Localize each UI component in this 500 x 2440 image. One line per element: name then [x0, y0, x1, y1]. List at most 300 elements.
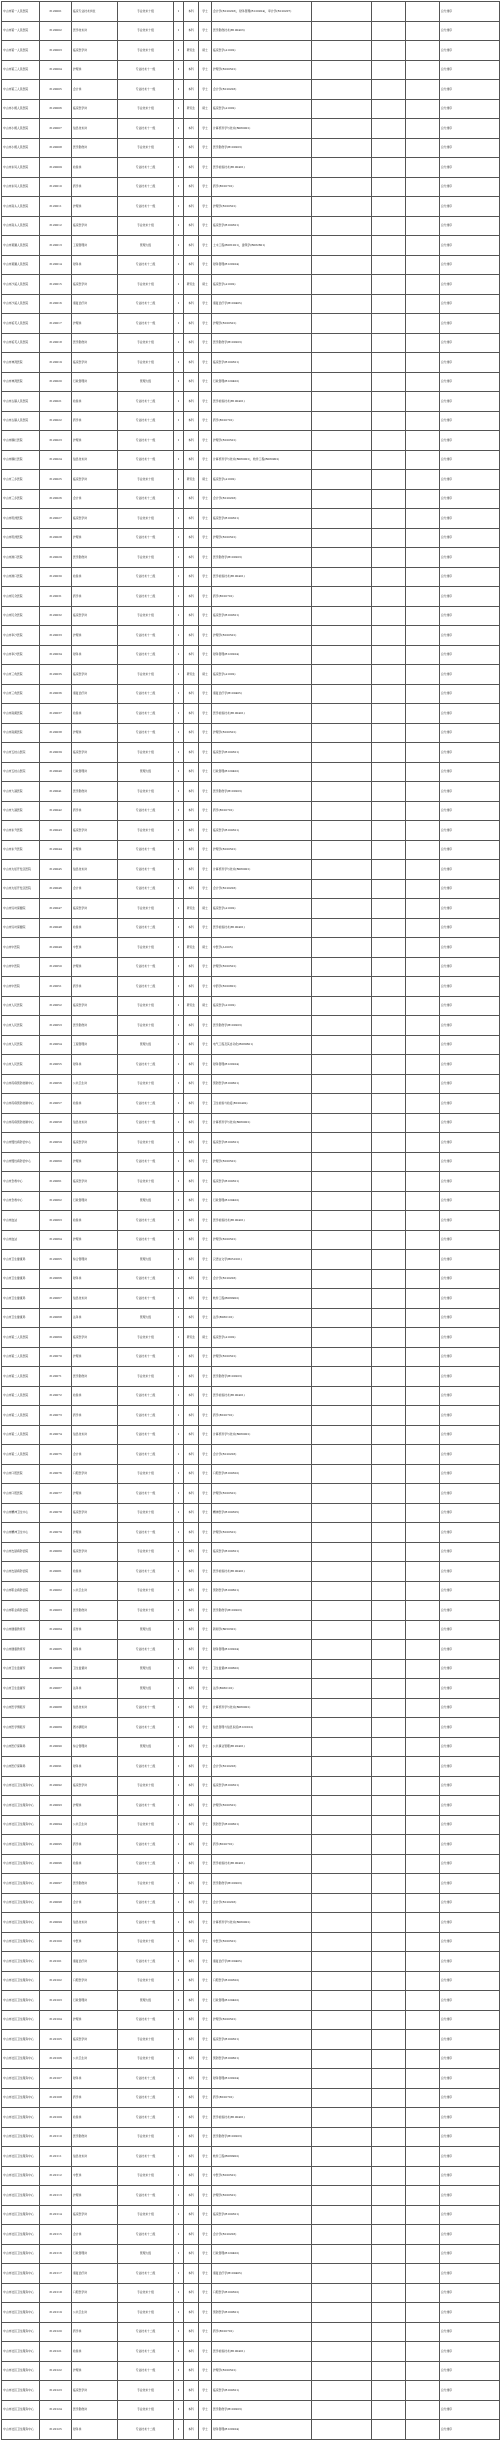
cell-post-code: 3120118	[40, 2283, 72, 2303]
cell-education: 本科	[184, 2225, 199, 2245]
cell-post-level: 专业技术十一级	[118, 626, 174, 646]
table-row	[2, 587, 500, 607]
cell-exam-type	[372, 216, 406, 236]
cell-post-count: 1	[174, 1542, 184, 1562]
cell-major: 预防医学(B100601)	[212, 2049, 312, 2069]
cell-post-count: 1	[174, 1893, 184, 1913]
cell-major: 会计学(B120203)	[212, 2225, 312, 2245]
cell-post-name: 临床专业技术岗位	[72, 2, 118, 22]
cell-post-count: 1	[174, 489, 184, 509]
cell-exam-type	[372, 60, 406, 80]
cell-other-requirement	[312, 1562, 372, 1582]
cell-major: 医学影像学(B100203)	[212, 548, 312, 568]
cell-other-requirement	[312, 1679, 372, 1699]
cell-post-count: 1	[174, 1679, 184, 1699]
cell-education: 本科	[184, 2400, 199, 2420]
cell-post-level: 专业技术十一级	[118, 2147, 174, 2167]
cell-education: 本科	[184, 704, 199, 724]
cell-major: 医学影像学(B100203)	[212, 1874, 312, 1894]
cell-post-count: 1	[174, 1172, 184, 1192]
cell-selection-method: 总分排序	[440, 1211, 500, 1231]
cell-post-code: 3120041	[40, 782, 72, 802]
cell-ratio	[406, 1932, 440, 1952]
cell-post-name: 药学岗	[72, 1835, 118, 1855]
table-row	[2, 411, 500, 431]
cell-post-name: 检验岗	[72, 1854, 118, 1874]
cell-post-count: 1	[174, 704, 184, 724]
cell-post-level: 专业技术十级	[118, 996, 174, 1016]
cell-selection-method: 总分排序	[440, 1854, 500, 1874]
cell-post-code: 3120005	[40, 80, 72, 100]
cell-education: 本科	[184, 1562, 199, 1582]
cell-ratio	[406, 2108, 440, 2128]
cell-post-count: 1	[174, 236, 184, 256]
cell-exam-type	[372, 1055, 406, 1075]
cell-major: 财务管理(B120204)	[212, 255, 312, 275]
cell-major: 财务管理(B120204)	[212, 2069, 312, 2089]
cell-ratio	[406, 1523, 440, 1543]
cell-selection-method: 总分排序	[440, 743, 500, 763]
table-row	[2, 1581, 500, 1601]
cell-degree: 学士	[199, 1230, 212, 1250]
table-row	[2, 1523, 500, 1543]
cell-exam-type	[372, 1269, 406, 1289]
cell-post-count: 1	[174, 918, 184, 938]
cell-post-count: 1	[174, 1640, 184, 1660]
cell-degree: 学士	[199, 1055, 212, 1075]
cell-ratio	[406, 489, 440, 509]
cell-unit-name: 中山市三角医院	[2, 684, 40, 704]
cell-ratio	[406, 1737, 440, 1757]
cell-unit-name: 中山市小榄人民医院	[2, 138, 40, 158]
cell-post-count: 1	[174, 2264, 184, 2284]
cell-unit-name: 中山市南头人民医院	[2, 216, 40, 236]
cell-major: 临床医学(B100301)	[212, 2205, 312, 2225]
table-row	[2, 938, 500, 958]
cell-post-name: 财务岗	[72, 2069, 118, 2089]
table-row	[2, 2420, 500, 2440]
cell-other-requirement	[312, 1094, 372, 1114]
cell-degree: 学士	[199, 1698, 212, 1718]
cell-education: 本科	[184, 1718, 199, 1738]
cell-other-requirement	[312, 801, 372, 821]
cell-post-count: 1	[174, 1757, 184, 1777]
cell-education: 本科	[184, 762, 199, 782]
cell-post-name: 检验岗	[72, 918, 118, 938]
cell-degree: 学士	[199, 821, 212, 841]
cell-education: 本科	[184, 372, 199, 392]
cell-post-level: 专业技术十级	[118, 1815, 174, 1835]
cell-other-requirement	[312, 1347, 372, 1367]
cell-exam-type	[372, 275, 406, 295]
cell-degree: 学士	[199, 489, 212, 509]
cell-post-count: 1	[174, 1796, 184, 1816]
cell-major: 财务管理(B120204)	[212, 1055, 312, 1075]
cell-post-name: 临床医学岗	[72, 606, 118, 626]
cell-post-code: 3120067	[40, 1289, 72, 1309]
cell-selection-method: 总分排序	[440, 1133, 500, 1153]
cell-degree: 学士	[199, 684, 212, 704]
cell-ratio	[406, 1035, 440, 1055]
cell-major: 临床医学(A1002)	[212, 99, 312, 119]
cell-post-code: 3120078	[40, 1503, 72, 1523]
cell-education: 研究生	[184, 1328, 199, 1348]
cell-unit-name: 中山市社区卫生服务中心	[2, 2322, 40, 2342]
cell-degree: 学士	[199, 1952, 212, 1972]
cell-degree: 学士	[199, 177, 212, 197]
cell-ratio	[406, 1191, 440, 1211]
cell-major: 康复治疗学(B100405)	[212, 2264, 312, 2284]
cell-post-code: 3120110	[40, 2127, 72, 2147]
cell-degree: 学士	[199, 2381, 212, 2401]
cell-ratio	[406, 821, 440, 841]
cell-post-level: 专业技术十二级	[118, 294, 174, 314]
cell-selection-method: 总分排序	[440, 2342, 500, 2362]
cell-selection-method: 总分排序	[440, 1893, 500, 1913]
cell-post-level: 专业技术十级	[118, 1542, 174, 1562]
cell-education: 本科	[184, 821, 199, 841]
cell-other-requirement	[312, 1406, 372, 1426]
cell-post-name: 工程管理岗	[72, 236, 118, 256]
cell-ratio	[406, 372, 440, 392]
cell-post-name: 临床医学岗	[72, 899, 118, 919]
cell-other-requirement	[312, 645, 372, 665]
cell-post-count: 1	[174, 1874, 184, 1894]
table-row	[2, 840, 500, 860]
cell-post-count: 1	[174, 1113, 184, 1133]
cell-unit-name: 中山市卫生健康局	[2, 1308, 40, 1328]
cell-degree: 学士	[199, 2205, 212, 2225]
cell-post-level: 专业技术十级	[118, 1874, 174, 1894]
cell-other-requirement	[312, 918, 372, 938]
cell-degree: 学士	[199, 2049, 212, 2069]
cell-post-code: 3120021	[40, 392, 72, 412]
cell-selection-method: 总分排序	[440, 957, 500, 977]
cell-post-level: 专业技术十二级	[118, 2264, 174, 2284]
cell-post-code: 3120104	[40, 2010, 72, 2030]
cell-selection-method: 总分排序	[440, 314, 500, 334]
cell-major: 会计学(B120203)	[212, 80, 312, 100]
table-row	[2, 1776, 500, 1796]
cell-post-level: 专业技术十二级	[118, 1893, 174, 1913]
cell-post-code: 3120007	[40, 119, 72, 139]
cell-post-code: 3120009	[40, 158, 72, 178]
cell-ratio	[406, 1601, 440, 1621]
cell-education: 本科	[184, 1503, 199, 1523]
cell-other-requirement	[312, 2400, 372, 2420]
table-row	[2, 2303, 500, 2323]
cell-selection-method: 总分排序	[440, 1971, 500, 1991]
cell-selection-method: 总分排序	[440, 177, 500, 197]
cell-other-requirement	[312, 1035, 372, 1055]
cell-post-count: 1	[174, 1718, 184, 1738]
cell-selection-method: 总分排序	[440, 1991, 500, 2011]
cell-major: 计算机科学与技术(B080901)	[212, 1698, 312, 1718]
cell-degree: 学士	[199, 1289, 212, 1309]
cell-major: 护理学(B100501)	[212, 1347, 312, 1367]
cell-post-name: 临床医学岗	[72, 1542, 118, 1562]
cell-degree: 硕士	[199, 470, 212, 490]
cell-post-count: 1	[174, 255, 184, 275]
cell-post-count: 1	[174, 1406, 184, 1426]
cell-post-name: 检验岗	[72, 704, 118, 724]
table-row	[2, 1367, 500, 1387]
cell-exam-type	[372, 1776, 406, 1796]
cell-post-count: 1	[174, 665, 184, 685]
cell-degree: 学士	[199, 626, 212, 646]
cell-unit-name: 中山市妇幼保健院	[2, 918, 40, 938]
cell-unit-name: 中山市人民医院	[2, 1016, 40, 1036]
table-row	[2, 2049, 500, 2069]
cell-exam-type	[372, 782, 406, 802]
cell-selection-method: 总分排序	[440, 2, 500, 22]
cell-major: 药学(B100701)	[212, 2322, 312, 2342]
cell-other-requirement	[312, 1893, 372, 1913]
cell-ratio	[406, 2381, 440, 2401]
cell-post-name: 护理岗	[72, 60, 118, 80]
cell-post-level: 专业技术十一级	[118, 60, 174, 80]
cell-post-code: 3120049	[40, 938, 72, 958]
cell-degree: 学士	[199, 1016, 212, 1036]
cell-degree: 学士	[199, 1737, 212, 1757]
cell-post-count: 1	[174, 41, 184, 61]
cell-education: 本科	[184, 2186, 199, 2206]
cell-selection-method: 总分排序	[440, 1328, 500, 1348]
table-row	[2, 1991, 500, 2011]
cell-major: 临床医学(A1002)	[212, 41, 312, 61]
cell-education: 本科	[184, 626, 199, 646]
cell-post-level: 专业技术十一级	[118, 1113, 174, 1133]
cell-exam-type	[372, 606, 406, 626]
cell-post-count: 1	[174, 372, 184, 392]
table-row	[2, 1289, 500, 1309]
cell-post-level: 专业技术十级	[118, 938, 174, 958]
cell-post-name: 信息技术岗	[72, 450, 118, 470]
cell-exam-type	[372, 821, 406, 841]
cell-ratio	[406, 236, 440, 256]
cell-post-level: 专业技术十二级	[118, 2225, 174, 2245]
cell-major: 护理学(B100501)	[212, 723, 312, 743]
cell-degree: 学士	[199, 1386, 212, 1406]
cell-major: 卫生监督(B100602)	[212, 1659, 312, 1679]
cell-ratio	[406, 1718, 440, 1738]
cell-post-level: 专业技术十二级	[118, 2420, 174, 2440]
cell-education: 本科	[184, 1874, 199, 1894]
table-row	[2, 548, 500, 568]
cell-major: 预防医学(B100601)	[212, 2303, 312, 2323]
cell-post-name: 口腔医学岗	[72, 1464, 118, 1484]
cell-post-level: 专业技术十二级	[118, 489, 174, 509]
cell-other-requirement	[312, 177, 372, 197]
cell-selection-method: 总分排序	[440, 684, 500, 704]
cell-post-count: 1	[174, 645, 184, 665]
cell-ratio	[406, 2361, 440, 2381]
cell-major: 计算机科学与技术(B080901)	[212, 860, 312, 880]
cell-post-name: 护理岗	[72, 2361, 118, 2381]
cell-post-level: 管理九级	[118, 1620, 174, 1640]
cell-major: 行政管理(B120402)	[212, 2244, 312, 2264]
cell-other-requirement	[312, 587, 372, 607]
table-row	[2, 684, 500, 704]
cell-post-level: 专业技术十二级	[118, 1718, 174, 1738]
cell-degree: 学士	[199, 977, 212, 997]
cell-other-requirement	[312, 2186, 372, 2206]
cell-exam-type	[372, 1445, 406, 1465]
cell-degree: 硕士	[199, 938, 212, 958]
cell-post-level: 专业技术十级	[118, 1133, 174, 1153]
cell-major: 临床医学(A1002)	[212, 899, 312, 919]
cell-degree: 学士	[199, 2322, 212, 2342]
cell-exam-type	[372, 197, 406, 217]
cell-other-requirement	[312, 1055, 372, 1075]
cell-post-code: 3120089	[40, 1718, 72, 1738]
cell-ratio	[406, 918, 440, 938]
cell-education: 本科	[184, 489, 199, 509]
cell-selection-method: 总分排序	[440, 489, 500, 509]
table-row	[2, 2205, 500, 2225]
cell-post-count: 1	[174, 294, 184, 314]
cell-exam-type	[372, 665, 406, 685]
cell-post-level: 专业技术十级	[118, 2303, 174, 2323]
cell-other-requirement	[312, 2030, 372, 2050]
cell-post-code: 3120018	[40, 333, 72, 353]
cell-major: 中医学(B100501)	[212, 2166, 312, 2186]
table-row	[2, 1172, 500, 1192]
cell-post-level: 专业技术十二级	[118, 392, 174, 412]
cell-post-level: 专业技术十级	[118, 821, 174, 841]
cell-exam-type	[372, 684, 406, 704]
cell-other-requirement	[312, 1718, 372, 1738]
table-row	[2, 1250, 500, 1270]
cell-ratio	[406, 21, 440, 41]
cell-major: 行政管理(B120402)	[212, 372, 312, 392]
cell-post-code: 3120028	[40, 528, 72, 548]
cell-selection-method: 总分排序	[440, 801, 500, 821]
cell-exam-type	[372, 2400, 406, 2420]
cell-post-count: 1	[174, 1230, 184, 1250]
cell-degree: 学士	[199, 1913, 212, 1933]
cell-other-requirement	[312, 684, 372, 704]
cell-exam-type	[372, 938, 406, 958]
cell-ratio	[406, 2244, 440, 2264]
cell-ratio	[406, 977, 440, 997]
cell-degree: 学士	[199, 587, 212, 607]
cell-post-count: 1	[174, 2283, 184, 2303]
cell-post-name: 法务岗	[72, 1308, 118, 1328]
cell-post-name: 会计岗	[72, 1893, 118, 1913]
cell-post-count: 1	[174, 1464, 184, 1484]
cell-post-level: 专业技术十二级	[118, 1094, 174, 1114]
cell-post-count: 1	[174, 1835, 184, 1855]
cell-other-requirement	[312, 80, 372, 100]
cell-other-requirement	[312, 626, 372, 646]
cell-post-name: 检验岗	[72, 392, 118, 412]
cell-major: 计算机科学与技术(B080901)	[212, 1113, 312, 1133]
cell-post-count: 1	[174, 2069, 184, 2089]
table-row	[2, 333, 500, 353]
cell-selection-method: 总分排序	[440, 1562, 500, 1582]
cell-post-name: 检验岗	[72, 1562, 118, 1582]
cell-post-name: 检验岗	[72, 2342, 118, 2362]
table-row	[2, 2381, 500, 2401]
cell-exam-type	[372, 2049, 406, 2069]
cell-ratio	[406, 2400, 440, 2420]
cell-post-level: 专业技术十级	[118, 743, 174, 763]
cell-degree: 学士	[199, 840, 212, 860]
table-row	[2, 41, 500, 61]
cell-post-name: 临床医学岗	[72, 509, 118, 529]
table-row	[2, 509, 500, 529]
cell-unit-name: 中山市卫生健康局	[2, 1250, 40, 1270]
cell-post-count: 1	[174, 1308, 184, 1328]
cell-unit-name: 中山市横栏医院	[2, 431, 40, 451]
cell-exam-type	[372, 1971, 406, 1991]
table-row	[2, 704, 500, 724]
cell-unit-name: 中山市社区卫生服务中心	[2, 2108, 40, 2128]
cell-unit-name: 中山市皮肤病防治院	[2, 1562, 40, 1582]
cell-ratio	[406, 431, 440, 451]
cell-other-requirement	[312, 1328, 372, 1348]
table-row	[2, 1113, 500, 1133]
cell-unit-name: 中山市疾病预防控制中心	[2, 1113, 40, 1133]
cell-post-name: 行政管理岗	[72, 1191, 118, 1211]
cell-degree: 学士	[199, 1425, 212, 1445]
cell-major: 康复治疗学(B100405)	[212, 1952, 312, 1972]
cell-ratio	[406, 528, 440, 548]
cell-unit-name: 中山市板芙人民医院	[2, 314, 40, 334]
cell-major: 药学(B100701)	[212, 801, 312, 821]
cell-post-code: 3120051	[40, 977, 72, 997]
cell-other-requirement	[312, 1152, 372, 1172]
cell-post-name: 信息技术岗	[72, 1289, 118, 1309]
cell-post-name: 护理岗	[72, 2186, 118, 2206]
cell-other-requirement	[312, 1191, 372, 1211]
cell-post-count: 1	[174, 1016, 184, 1036]
cell-exam-type	[372, 704, 406, 724]
cell-major: 土木工程(B081001)，建筑学(B082801)	[212, 236, 312, 256]
cell-unit-name: 中山市黄圃人民医院	[2, 236, 40, 256]
cell-major: 医学检验技术(B100401)	[212, 704, 312, 724]
cell-education: 研究生	[184, 275, 199, 295]
cell-other-requirement	[312, 1445, 372, 1465]
cell-degree: 学士	[199, 314, 212, 334]
cell-unit-name: 中山市东凤人民医院	[2, 177, 40, 197]
cell-other-requirement	[312, 1230, 372, 1250]
table-row	[2, 372, 500, 392]
cell-post-code: 3120091	[40, 1757, 72, 1777]
cell-post-count: 1	[174, 1913, 184, 1933]
cell-post-level: 专业技术十级	[118, 1464, 174, 1484]
cell-post-count: 1	[174, 548, 184, 568]
cell-degree: 学士	[199, 1971, 212, 1991]
cell-education: 本科	[184, 1601, 199, 1621]
cell-post-level: 专业技术十级	[118, 782, 174, 802]
cell-unit-name: 中山市急救中心	[2, 1172, 40, 1192]
cell-unit-name: 中山市社区卫生服务中心	[2, 1874, 40, 1894]
cell-post-code: 3120040	[40, 762, 72, 782]
cell-ratio	[406, 1659, 440, 1679]
cell-major: 临床医学(B100301)	[212, 1542, 312, 1562]
cell-post-name: 信息技术岗	[72, 860, 118, 880]
cell-post-name: 宣传岗	[72, 1620, 118, 1640]
table-row	[2, 626, 500, 646]
cell-education: 本科	[184, 1952, 199, 1972]
cell-post-code: 3120061	[40, 1172, 72, 1192]
cell-degree: 学士	[199, 1601, 212, 1621]
cell-post-level: 专业技术十一级	[118, 860, 174, 880]
cell-exam-type	[372, 2147, 406, 2167]
cell-post-level: 专业技术十级	[118, 1172, 174, 1192]
